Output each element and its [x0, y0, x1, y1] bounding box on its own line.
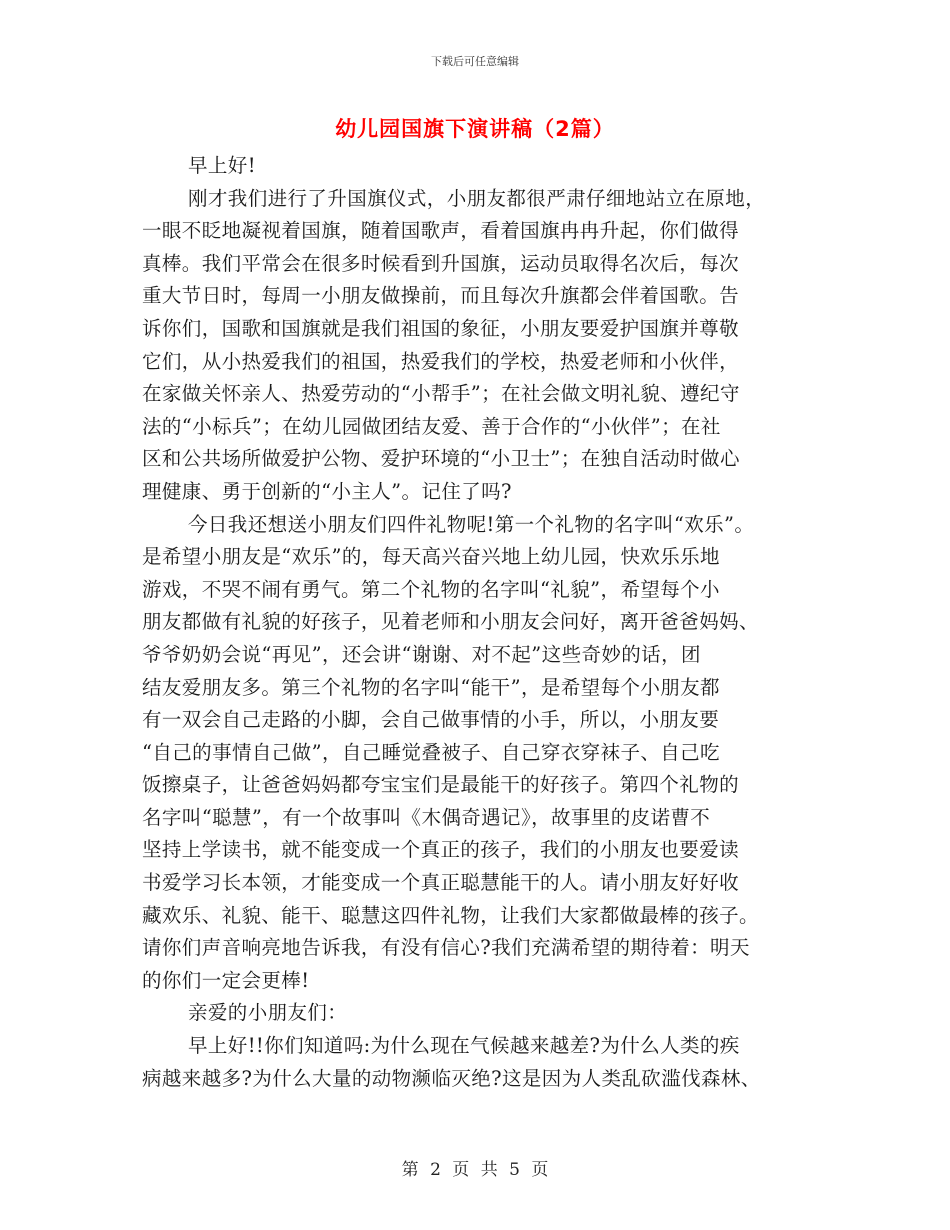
text-line: 亲爱的小朋友们：	[188, 1001, 348, 1025]
text-line: 诉你们，国歌和国旗就是我们祖国的象征，小朋友要爱护国旗并尊敬	[142, 316, 740, 340]
document-title: 幼儿园国旗下演讲稿（2篇）	[335, 117, 615, 141]
text-line: 是希望小朋友是“欢乐”的，每天高兴奋兴地上幼儿园，快欢乐乐地	[142, 545, 720, 569]
text-line: 刚才我们进行了升国旗仪式，小朋友都很严肃仔细地站立在原地，	[188, 186, 766, 210]
page-footer: 第 2 页 共 5 页	[401, 1160, 549, 1180]
text-line: 理健康、勇于创新的“小主人”。记住了吗?	[142, 479, 512, 503]
text-line: 坚持上学读书，就不能变成一个真正的孩子，我们的小朋友也要爱读	[142, 838, 740, 862]
text-line: 今日我还想送小朋友们四件礼物呢!第一个礼物的名字叫“欢乐”。	[188, 512, 755, 536]
text-line: 游戏，不哭不闹有勇气。第二个礼物的名字叫“礼貌”，希望每个小	[142, 577, 720, 601]
text-line: 名字叫“聪慧”，有一个故事叫《木偶奇遇记》，故事里的皮诺曹不	[142, 805, 711, 829]
document-body	[142, 150, 822, 1095]
text-line: “自己的事情自己做”，自己睡觉叠被子、自己穿衣穿袜子、自己吃	[142, 740, 720, 764]
page-header: 下载后可任意编辑	[431, 55, 519, 68]
text-line: 病越来越多?为什么大量的动物濒临灭绝?这是因为人类乱砍滥伐森林、	[142, 1066, 761, 1090]
text-line: 在家做关怀亲人、热爱劳动的“小帮手”；在社会做文明礼貌、遵纪守	[142, 382, 740, 406]
text-line: 的你们一定会更棒!	[142, 968, 310, 992]
text-line: 一眼不眨地凝视着国旗，随着国歌声，看着国旗冉冉升起，你们做得	[142, 219, 740, 243]
text-line: 早上好!	[188, 154, 256, 177]
text-line: 早上好!!你们知道吗:为什么现在气候越来越差?为什么人类的疾	[188, 1034, 740, 1058]
text-line: 真棒。我们平常会在很多时候看到升国旗，运动员取得名次后，每次	[142, 251, 740, 275]
text-line: 藏欢乐、礼貌、能干、聪慧这四件礼物，让我们大家都做最棒的孩子。	[142, 903, 759, 927]
text-line: 爷爷奶奶会说“再见”，还会讲“谢谢、对不起”这些奇妙的话，团	[142, 642, 701, 666]
text-line: 书爱学习长本领，才能变成一个真正聪慧能干的人。请小朋友好好收	[142, 871, 740, 895]
text-line: 饭擦桌子，让爸爸妈妈都夸宝宝们是最能干的好孩子。第四个礼物的	[142, 773, 740, 797]
text-line: 区和公共场所做爱护公物、爱护环境的“小卫士”；在独自活动时做心	[142, 447, 740, 471]
text-line: 它们，从小热爱我们的祖国，热爱我们的学校，热爱老师和小伙伴，	[142, 349, 740, 373]
text-line: 法的“小标兵”；在幼儿园做团结友爱、善于合作的“小伙伴”；在社	[142, 414, 721, 438]
text-line: 有一双会自己走路的小脚，会自己做事情的小手，所以，小朋友要	[142, 708, 720, 732]
text-line: 重大节日时，每周一小朋友做操前，而且每次升旗都会伴着国歌。告	[142, 284, 740, 308]
text-line: 朋友都做有礼貌的好孩子，见着老师和小朋友会问好，离开爸爸妈妈、	[142, 610, 759, 634]
text-line: 结友爱朋友多。第三个礼物的名字叫“能干”，是希望每个小朋友都	[142, 675, 720, 699]
text-line: 请你们声音响亮地告诉我，有没有信心?我们充满希望的期待着：明天	[142, 936, 750, 960]
